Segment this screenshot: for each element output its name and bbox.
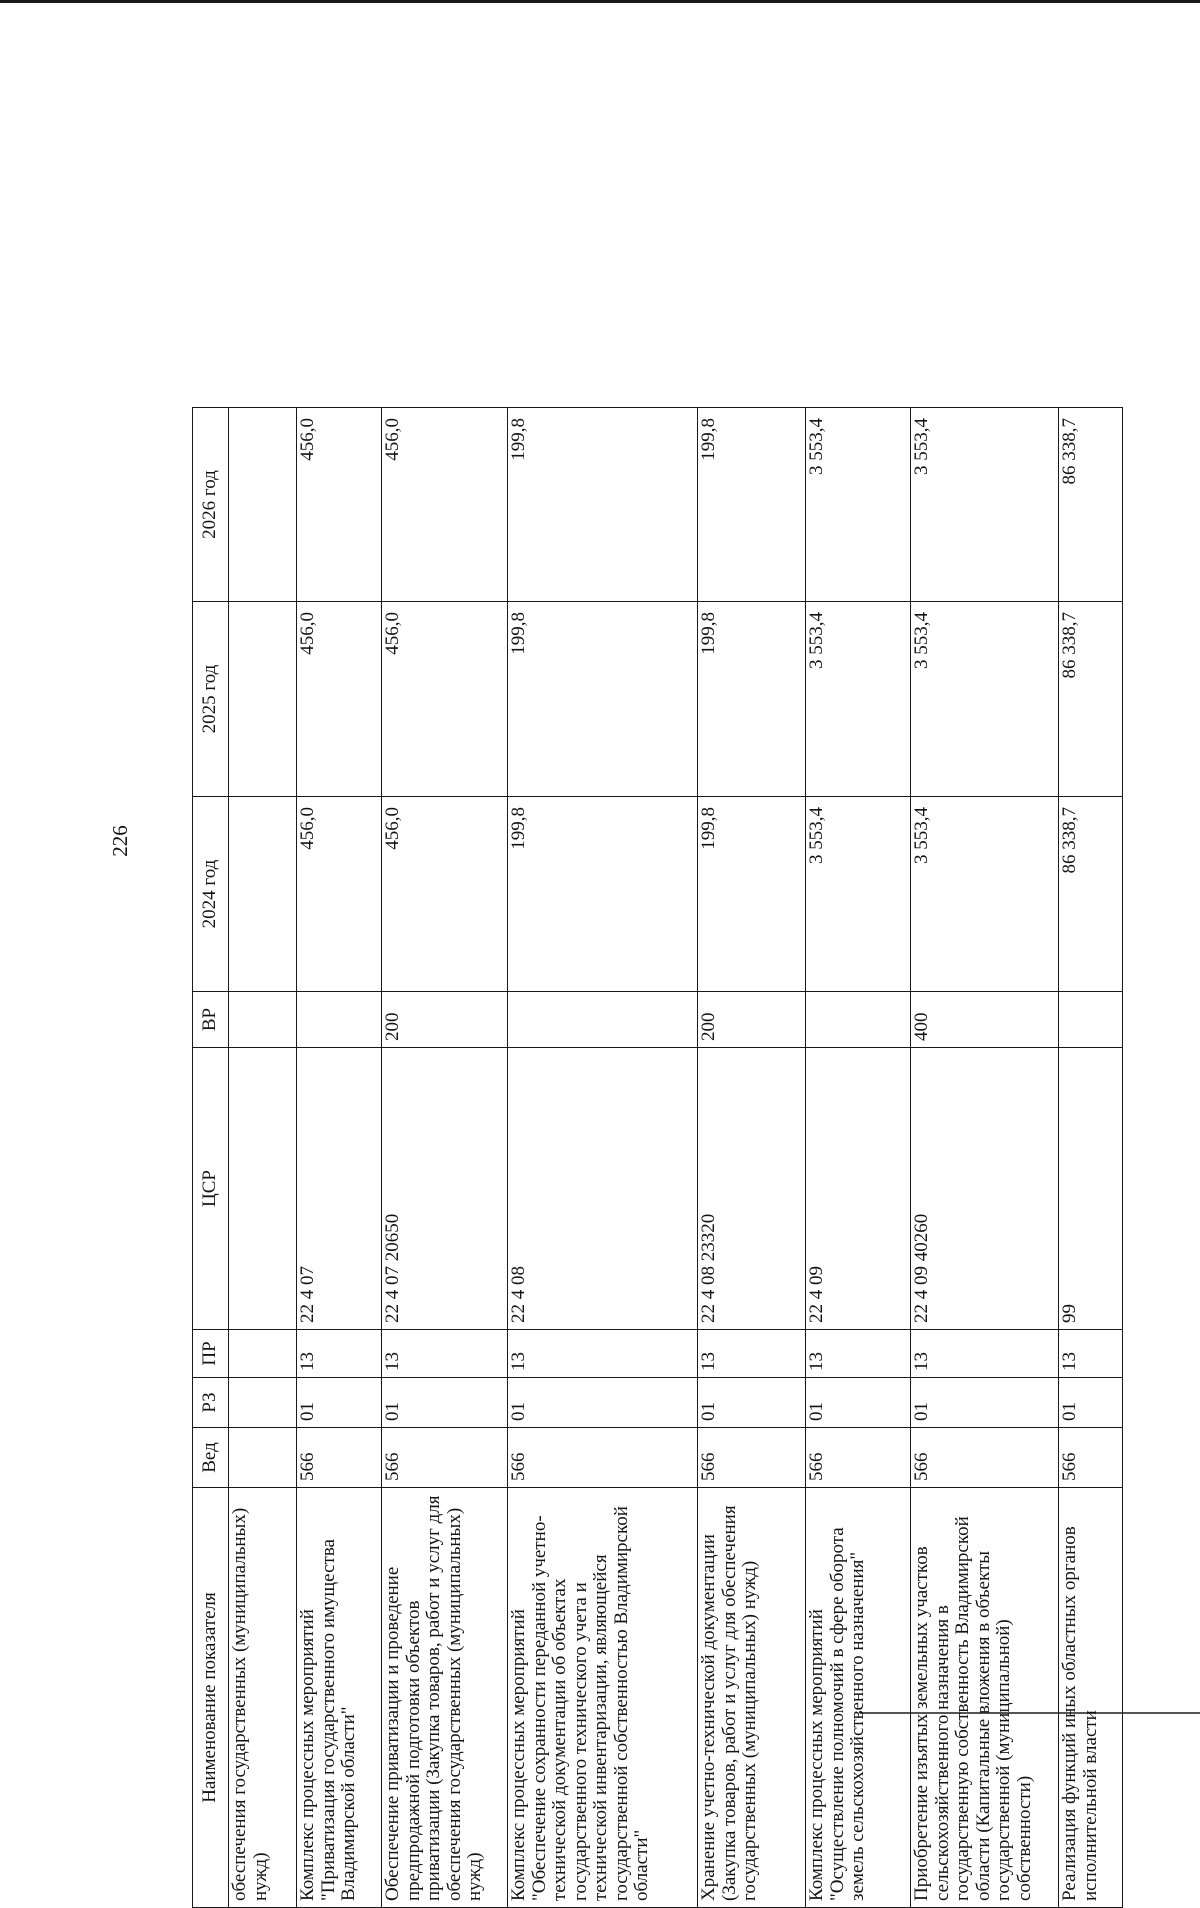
header-name: Наименование показателя — [193, 1488, 229, 1908]
cell-ved: 566 — [806, 1428, 911, 1488]
cell-vr — [806, 992, 911, 1048]
cell-2025: 456,0 — [297, 602, 382, 797]
cell-csr: 22 4 09 — [806, 1048, 911, 1330]
header-ved: Вед — [193, 1428, 229, 1488]
cell-csr: 22 4 07 — [297, 1048, 382, 1330]
cell-name: Обеспечение приватизации и проведение предпродажной подготовки объектов приватизации (Закупка товаров, работ и услуг для обеспечения государственных (муниципальных) нужд) — [382, 1488, 508, 1908]
cell-ved: 566 — [698, 1428, 806, 1488]
cell-2026: 199,8 — [508, 408, 698, 602]
cell-csr: 22 4 08 23320 — [698, 1048, 806, 1330]
cell-2025 — [229, 602, 297, 797]
cell-name: Приобретение изъятых земельных участков сельскохозяйственного назначения в государственную собственность Владимирской области (Капитальные вложения в объекты государственной (муниципальной) собственности) — [911, 1488, 1059, 1908]
cell-pr: 13 — [382, 1330, 508, 1378]
cell-csr: 22 4 08 — [508, 1048, 698, 1330]
header-vr: ВР — [193, 992, 229, 1048]
cell-2024 — [229, 797, 297, 992]
cell-2024: 199,8 — [698, 797, 806, 992]
cell-2026: 456,0 — [297, 408, 382, 602]
cell-2024: 456,0 — [297, 797, 382, 992]
cell-ved: 566 — [382, 1428, 508, 1488]
table-row — [508, 408, 698, 1908]
cell-name: Реализация функций иных областных органов исполнительной власти — [1059, 1488, 1123, 1908]
table-row — [806, 408, 911, 1908]
table-row — [698, 408, 806, 1908]
cell-2025: 199,8 — [508, 602, 698, 797]
cell-rz: 01 — [1059, 1378, 1123, 1428]
table-row — [1059, 408, 1123, 1908]
cell-vr: 200 — [698, 992, 806, 1048]
cell-rz: 01 — [508, 1378, 698, 1428]
cell-vr — [1059, 992, 1123, 1048]
cell-pr: 13 — [911, 1330, 1059, 1378]
cell-pr: 13 — [806, 1330, 911, 1378]
cell-pr: 13 — [508, 1330, 698, 1378]
cell-2026: 3 553,4 — [806, 408, 911, 602]
cell-vr: 200 — [382, 992, 508, 1048]
cell-2026: 199,8 — [698, 408, 806, 602]
budget-table-frame — [192, 408, 1101, 1908]
cell-name: Хранение учетно-технической документации (Закупка товаров, работ и услуг для обеспечения государственных (муниципальных) нужд) — [698, 1488, 806, 1908]
cell-2024: 3 553,4 — [806, 797, 911, 992]
cell-pr: 13 — [297, 1330, 382, 1378]
cell-csr — [229, 1048, 297, 1330]
cell-vr: 400 — [911, 992, 1059, 1048]
cell-csr: 22 4 07 20650 — [382, 1048, 508, 1330]
cell-rz: 01 — [698, 1378, 806, 1428]
cell-rz: 01 — [806, 1378, 911, 1428]
cell-2025: 456,0 — [382, 602, 508, 797]
cell-2025: 3 553,4 — [911, 602, 1059, 797]
table-row — [297, 408, 382, 1908]
header-2026: 2026 год — [193, 408, 229, 602]
cell-csr: 22 4 09 40260 — [911, 1048, 1059, 1330]
table-row — [911, 408, 1059, 1908]
cell-vr — [229, 992, 297, 1048]
table-row — [229, 408, 297, 1908]
cell-pr: 13 — [698, 1330, 806, 1378]
cell-csr: 99 — [1059, 1048, 1123, 1330]
cell-name: обеспечения государственных (муниципальных) нужд) — [229, 1488, 297, 1908]
cell-name: Комплекс процессных мероприятий "Осуществление полномочий в сфере оборота земель сельскохозяйственного назначения" — [806, 1488, 911, 1908]
page-number: 226 — [108, 825, 132, 857]
cell-ved: 566 — [1059, 1428, 1123, 1488]
cell-2024: 86 338,7 — [1059, 797, 1123, 992]
cell-name: Комплекс процессных мероприятий "Приватизация государственного имущества Владимирской области" — [297, 1488, 382, 1908]
cell-2024: 456,0 — [382, 797, 508, 992]
cell-2025: 199,8 — [698, 602, 806, 797]
table-row — [382, 408, 508, 1908]
cell-2024: 3 553,4 — [911, 797, 1059, 992]
cell-rz: 01 — [911, 1378, 1059, 1428]
top-rule — [0, 0, 1200, 3]
cell-rz: 01 — [297, 1378, 382, 1428]
cell-2026: 86 338,7 — [1059, 408, 1123, 602]
cell-ved: 566 — [508, 1428, 698, 1488]
cell-pr: 13 — [1059, 1330, 1123, 1378]
header-pr: ПР — [193, 1330, 229, 1378]
cell-ved — [229, 1428, 297, 1488]
cell-ved: 566 — [911, 1428, 1059, 1488]
cell-2025: 3 553,4 — [806, 602, 911, 797]
cell-2024: 199,8 — [508, 797, 698, 992]
budget-table — [192, 407, 1123, 1908]
cell-2025: 86 338,7 — [1059, 602, 1123, 797]
header-csr: ЦСР — [193, 1048, 229, 1330]
table-header-row — [193, 408, 229, 1908]
header-2024: 2024 год — [193, 797, 229, 992]
cell-vr — [508, 992, 698, 1048]
cell-2026: 456,0 — [382, 408, 508, 602]
cell-ved: 566 — [297, 1428, 382, 1488]
cell-2026 — [229, 408, 297, 602]
cell-2026: 3 553,4 — [911, 408, 1059, 602]
cell-name: Комплекс процессных мероприятий "Обеспечение сохранности переданной учетно-технической документации об объектах государственного технического учета и технической инвентаризации, являющейся государственной собственностью Владимирской области" — [508, 1488, 698, 1908]
cell-pr — [229, 1330, 297, 1378]
header-2025: 2025 год — [193, 602, 229, 797]
cell-rz — [229, 1378, 297, 1428]
cell-vr — [297, 992, 382, 1048]
cell-rz: 01 — [382, 1378, 508, 1428]
header-rz: РЗ — [193, 1378, 229, 1428]
